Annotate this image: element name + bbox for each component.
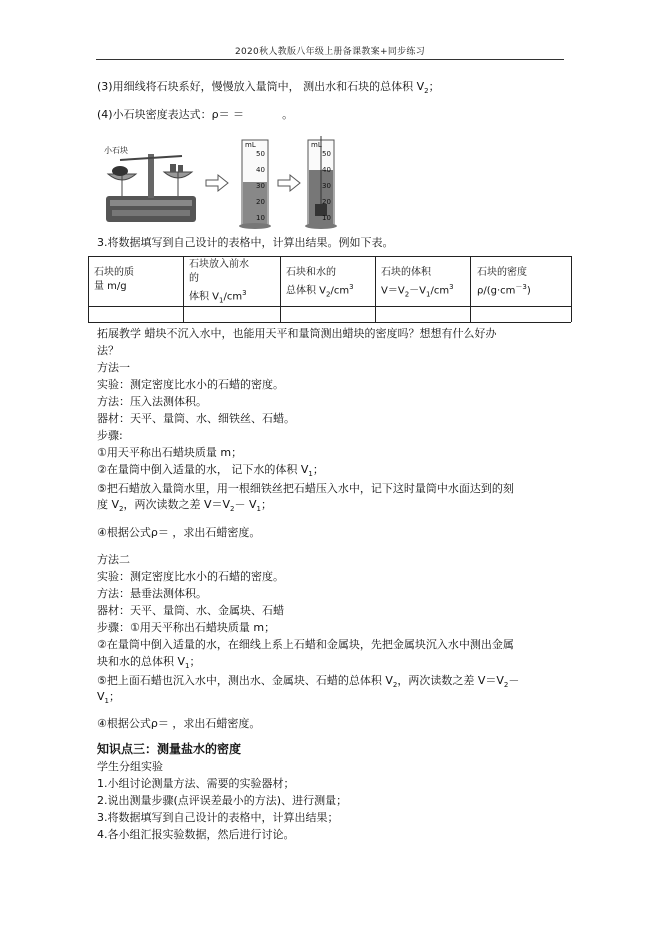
method-2-step-2-line-1: ②在量筒中倒入适量的水，在细线上系上石蜡和金属块，先把金属块沉入水中测出金属 — [97, 638, 514, 651]
arrow-1-icon — [206, 175, 228, 191]
table-header-density: 石块的密度 $\rho/(g\cdot cm^{-3})$ — [477, 267, 531, 297]
method-1-equipment: 器材：天平、量筒、水、细铁丝、石蜡。 — [97, 412, 295, 425]
cylinder-2-scale: 50 40 30 20 10 — [322, 150, 331, 222]
method-1-step-4: ④根据公式ρ＝ ，求出石蜡密度。 — [97, 526, 261, 539]
table-header-v1: 石块放入前水 的 体积 $V_1/cm^3$ — [189, 259, 249, 305]
table-header-v2: 石块和水的 总体积 $V_2/cm^3$ — [286, 267, 354, 299]
balance-base — [106, 196, 196, 222]
table-header-volume: 石块的体积 $V=V_2-V_1/cm^3$ — [381, 267, 454, 299]
method-2-step-1: 步骤：①用天平称出石蜡块质量 m； — [97, 621, 276, 634]
method-2-equipment: 器材：天平、量筒、水、金属块、石蜡 — [97, 604, 284, 617]
arrow-2-icon — [278, 175, 300, 191]
method-2-step-2-line-2: 块和水的总体积 $V_1$； — [97, 655, 201, 671]
weight-2 — [178, 165, 183, 172]
group-experiment-label: 学生分组实验 — [97, 760, 163, 773]
kp3-item-4: 4.各小组汇报实验数据，然后进行讨论。 — [97, 828, 295, 841]
data-table — [88, 256, 571, 322]
stone-shape — [112, 166, 128, 176]
method-1-approach: 方法：压入法测体积。 — [97, 395, 207, 408]
table-header-mass: 石块的质 量 m/g — [94, 267, 134, 292]
method-2-title: 方法二 — [97, 553, 130, 566]
stone-label: 小石块 — [104, 146, 128, 155]
extension-line-2: 法？ — [97, 344, 119, 357]
method-1-step-3-line-1: ⑤把石蜡放入量筒水里，用一根细铁丝把石蜡压入水中，记下这时量筒中水面达到的刻 — [97, 482, 514, 495]
method-1-experiment: 实验：测定密度比水小的石蜡的密度。 — [97, 378, 284, 391]
cylinder-2-unit: mL — [311, 141, 322, 149]
experiment-figure — [100, 134, 340, 230]
method-2-approach: 方法：悬垂法测体积。 — [97, 587, 207, 600]
balance-pillar — [148, 154, 154, 198]
page-header: 2020秋人教版八年级上册备课教案+同步练习 — [234, 47, 426, 57]
weight-1 — [170, 164, 176, 172]
kp3-item-2: 2.说出测量步骤(点评误差最小的方法)、进行测量； — [97, 794, 348, 807]
step-3-text: (3)用细线将石块系好，慢慢放入量筒中， 测出水和石块的总体积 $V_2$； — [97, 80, 440, 96]
experiment-illustration — [100, 134, 340, 230]
method-2-step-4: ④根据公式ρ＝ ，求出石蜡密度。 — [97, 717, 261, 730]
method-1-step-3-line-2: 度 $V_2$，两次读数之差 $V=V_2- V_1$； — [97, 498, 273, 514]
method-1-step-2: ②在量筒中倒入适量的水， 记下水的体积 $V_1$； — [97, 463, 324, 479]
method-1-title: 方法一 — [97, 361, 130, 374]
method-2-step-3-line-1: ⑤把上面石蜡也沉入水中，测出水、金属块、石蜡的总体积 $V_2$，两次读数之差 $V=V_2-$ — [97, 674, 520, 690]
step-4-text: (4)小石块密度表达式：ρ＝ ＝ 。 — [97, 108, 294, 121]
method-1-steps-label: 步骤: — [97, 429, 123, 442]
cylinder-1-unit: mL — [245, 141, 256, 149]
kp3-item-1: 1.小组讨论测量方法、需要的实验器材； — [97, 777, 295, 790]
method-1-step-1: ①用天平称出石蜡块质量 m； — [97, 446, 243, 459]
method-2-step-3-line-2: $V_1$； — [97, 690, 120, 706]
extension-line-1: 拓展教学 蜡块不沉入水中，也能用天平和量筒测出蜡块的密度吗？想想有什么好办 — [97, 327, 497, 340]
kp3-item-3: 3.将数据填写到自己设计的表格中，计算出结果； — [97, 811, 339, 824]
instruction-3: 3.将数据填写到自己设计的表格中，计算出结果。例如下表。 — [97, 236, 394, 249]
header-divider — [96, 59, 564, 60]
method-2-experiment: 实验：测定密度比水小的石蜡的密度。 — [97, 570, 284, 583]
cylinder-1-scale: 50 40 30 20 10 — [256, 150, 265, 222]
knowledge-point-3-title: 知识点三：测量盐水的密度 — [97, 742, 242, 756]
